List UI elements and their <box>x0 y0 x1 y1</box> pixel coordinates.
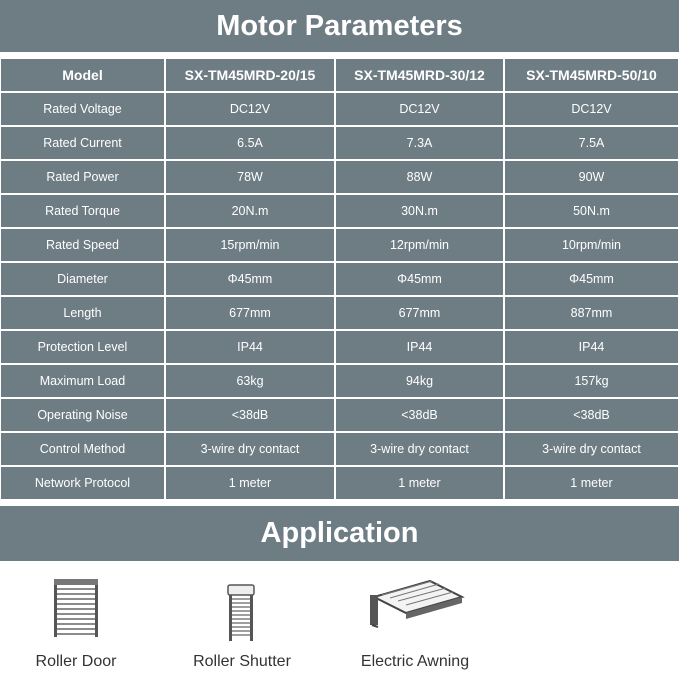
table-cell: 6.5A <box>165 126 335 160</box>
table-cell: 50N.m <box>504 194 679 228</box>
table-header-model-3: SX-TM45MRD-50/10 <box>504 58 679 92</box>
application-banner <box>0 506 679 561</box>
table-cell: 78W <box>165 160 335 194</box>
table-cell: 1 meter <box>335 466 504 500</box>
motor-parameters-banner <box>0 0 679 52</box>
roller-door-label: Roller Door <box>35 653 117 670</box>
table-cell: 157kg <box>504 364 679 398</box>
table-header-model: Model <box>0 58 165 92</box>
table-cell: 90W <box>504 160 679 194</box>
table-cell: 12rpm/min <box>335 228 504 262</box>
table-header-model-2: SX-TM45MRD-30/12 <box>335 58 504 92</box>
table-row-label: Rated Torque <box>0 194 165 228</box>
table-cell: 7.3A <box>335 126 504 160</box>
table-row-label: Rated Speed <box>0 228 165 262</box>
application-list <box>0 561 679 674</box>
table-row-label: Length <box>0 296 165 330</box>
table-row-label: Rated Voltage <box>0 92 165 126</box>
table-cell: Φ45mm <box>504 262 679 296</box>
application-title: Application <box>260 517 419 549</box>
table-header-model-1: SX-TM45MRD-20/15 <box>165 58 335 92</box>
table-cell: <38dB <box>165 398 335 432</box>
table-cell: DC12V <box>165 92 335 126</box>
electric-awning-label: Electric Awning <box>360 653 470 670</box>
table-row-label: Rated Current <box>0 126 165 160</box>
parameters-table <box>0 58 679 502</box>
roller-door-icon <box>46 561 106 641</box>
table-cell: DC12V <box>335 92 504 126</box>
parameters-grid <box>0 58 679 500</box>
table-row-label: Maximum Load <box>0 364 165 398</box>
table-cell: IP44 <box>504 330 679 364</box>
table-cell: 94kg <box>335 364 504 398</box>
table-row-label: Protection Level <box>0 330 165 364</box>
table-row-label: Rated Power <box>0 160 165 194</box>
roller-shutter-label: Roller Shutter <box>193 653 291 670</box>
table-cell: 63kg <box>165 364 335 398</box>
table-row-label: Operating Noise <box>0 398 165 432</box>
roller-shutter-icon <box>212 561 272 641</box>
application-item-electric-awning <box>345 561 485 674</box>
page-title: Motor Parameters <box>216 9 463 42</box>
table-row-label: Diameter <box>0 262 165 296</box>
table-cell: 1 meter <box>165 466 335 500</box>
table-cell: 7.5A <box>504 126 679 160</box>
table-cell: 10rpm/min <box>504 228 679 262</box>
table-cell: 3-wire dry contact <box>165 432 335 466</box>
table-cell: 677mm <box>165 296 335 330</box>
electric-awning-icon <box>360 561 470 641</box>
table-cell: Φ45mm <box>165 262 335 296</box>
table-cell: DC12V <box>504 92 679 126</box>
table-cell: 20N.m <box>165 194 335 228</box>
table-cell: <38dB <box>335 398 504 432</box>
table-cell: 30N.m <box>335 194 504 228</box>
table-cell: IP44 <box>335 330 504 364</box>
application-item-roller-shutter <box>180 561 304 674</box>
table-cell: 3-wire dry contact <box>335 432 504 466</box>
table-cell: 887mm <box>504 296 679 330</box>
table-cell: IP44 <box>165 330 335 364</box>
table-row-label: Network Protocol <box>0 466 165 500</box>
table-cell: 677mm <box>335 296 504 330</box>
application-item-roller-door <box>20 561 132 674</box>
table-cell: 3-wire dry contact <box>504 432 679 466</box>
table-cell: 15rpm/min <box>165 228 335 262</box>
table-cell: <38dB <box>504 398 679 432</box>
table-row-label: Control Method <box>0 432 165 466</box>
table-cell: 1 meter <box>504 466 679 500</box>
table-cell: Φ45mm <box>335 262 504 296</box>
table-cell: 88W <box>335 160 504 194</box>
